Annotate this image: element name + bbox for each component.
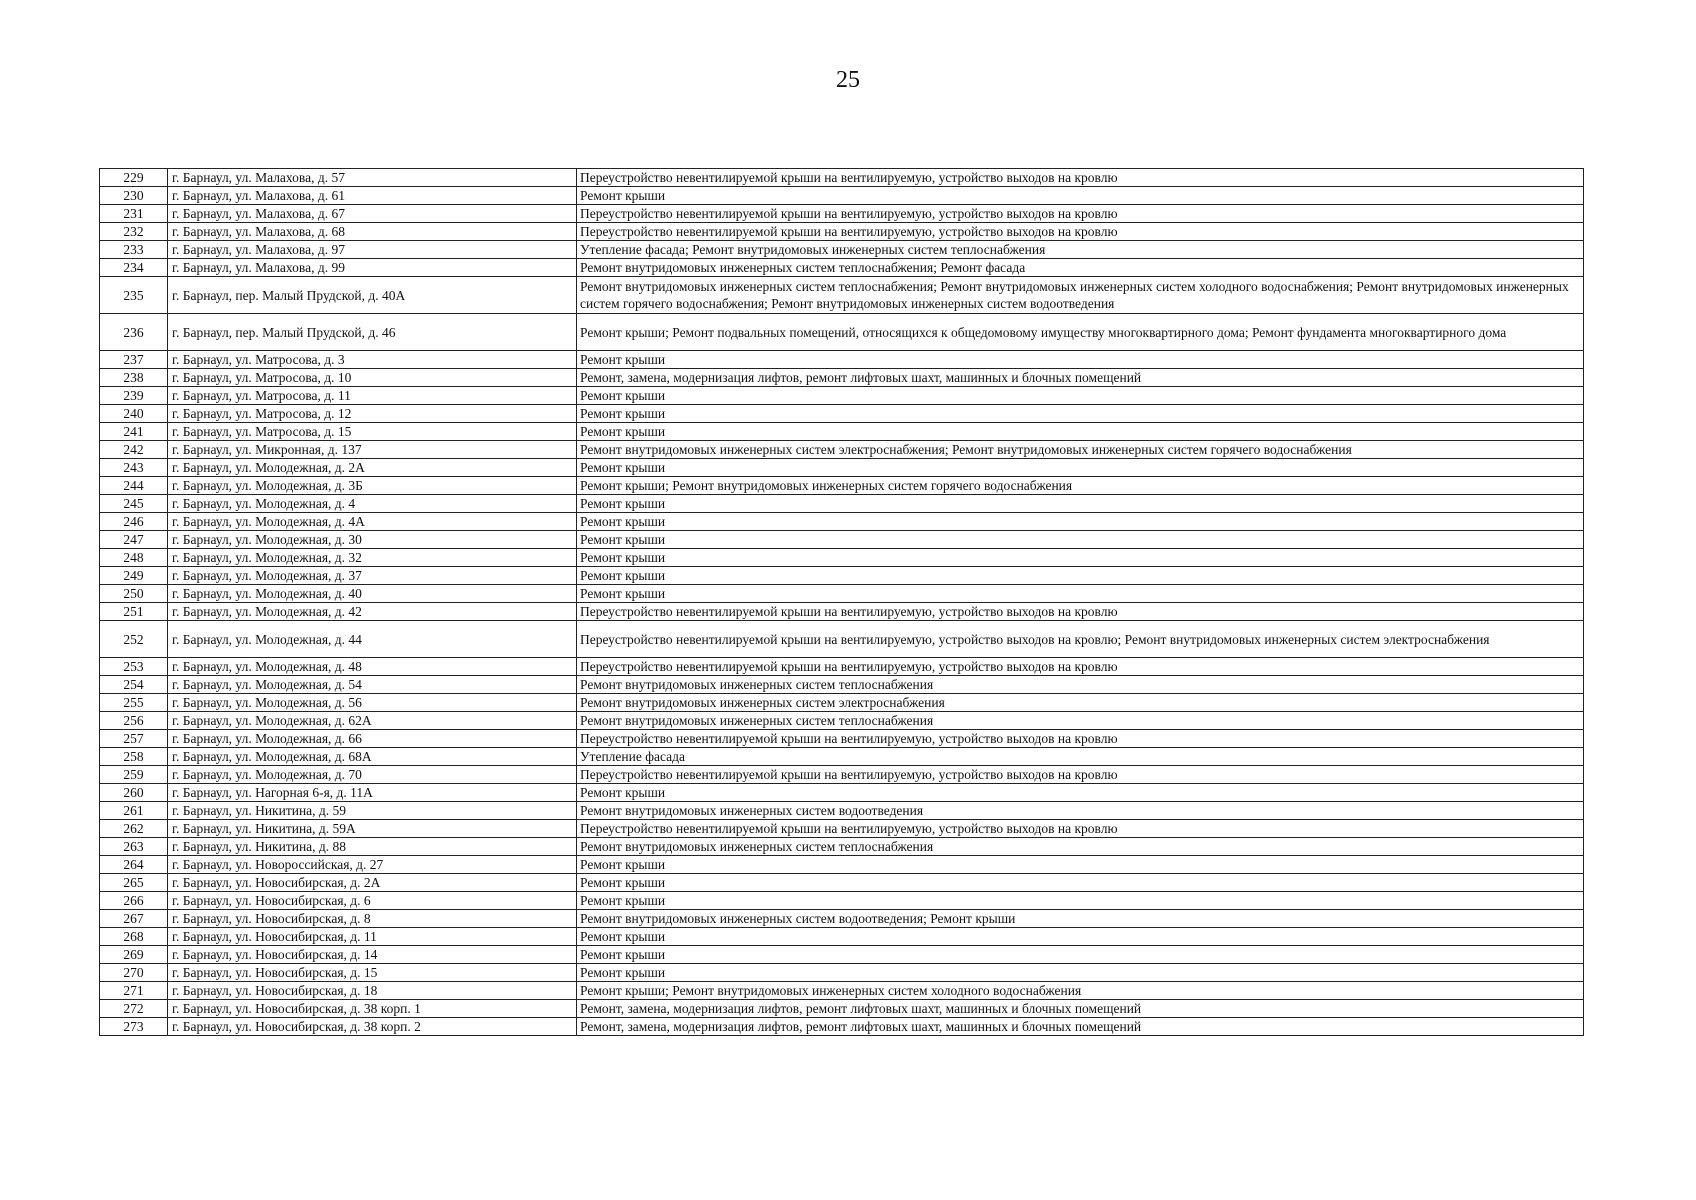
table-row (100, 928, 1584, 946)
row-address: г. Барнаул, ул. Новосибирская, д. 38 корп. 1 (168, 1000, 577, 1018)
row-number: 260 (100, 784, 168, 802)
table-row (100, 712, 1584, 730)
row-number: 240 (100, 405, 168, 423)
row-number: 236 (100, 314, 168, 351)
row-address: г. Барнаул, ул. Молодежная, д. 62А (168, 712, 577, 730)
row-number: 249 (100, 567, 168, 585)
row-address: г. Барнаул, ул. Малахова, д. 61 (168, 187, 577, 205)
row-address: г. Барнаул, ул. Молодежная, д. 54 (168, 676, 577, 694)
row-address: г. Барнаул, пер. Малый Прудской, д. 46 (168, 314, 577, 351)
row-works: Ремонт, замена, модернизация лифтов, ремонт лифтовых шахт, машинных и блочных помещений (577, 1000, 1584, 1018)
table-row (100, 277, 1584, 314)
row-number: 232 (100, 223, 168, 241)
row-works: Утепление фасада (577, 748, 1584, 766)
row-works: Ремонт крыши; Ремонт внутридомовых инженерных систем горячего водоснабжения (577, 477, 1584, 495)
row-works: Ремонт крыши (577, 351, 1584, 369)
row-address: г. Барнаул, пер. Малый Прудской, д. 40А (168, 277, 577, 314)
repair-program-table (99, 168, 1584, 1036)
row-number: 229 (100, 169, 168, 187)
row-number: 248 (100, 549, 168, 567)
row-number: 268 (100, 928, 168, 946)
row-works: Ремонт крыши (577, 187, 1584, 205)
row-address: г. Барнаул, ул. Матросова, д. 12 (168, 405, 577, 423)
row-address: г. Барнаул, ул. Новосибирская, д. 14 (168, 946, 577, 964)
row-works: Переустройство невентилируемой крыши на вентилируемую, устройство выходов на кровлю (577, 223, 1584, 241)
table-row (100, 205, 1584, 223)
row-number: 265 (100, 874, 168, 892)
row-number: 263 (100, 838, 168, 856)
row-address: г. Барнаул, ул. Никитина, д. 88 (168, 838, 577, 856)
row-address: г. Барнаул, ул. Молодежная, д. 56 (168, 694, 577, 712)
row-works: Ремонт крыши (577, 856, 1584, 874)
row-number: 250 (100, 585, 168, 603)
row-number: 256 (100, 712, 168, 730)
row-address: г. Барнаул, ул. Матросова, д. 15 (168, 423, 577, 441)
row-number: 272 (100, 1000, 168, 1018)
table-row (100, 241, 1584, 259)
row-number: 261 (100, 802, 168, 820)
row-works: Ремонт крыши (577, 567, 1584, 585)
row-works: Переустройство невентилируемой крыши на вентилируемую, устройство выходов на кровлю (577, 820, 1584, 838)
table-row (100, 658, 1584, 676)
row-address: г. Барнаул, ул. Малахова, д. 99 (168, 259, 577, 277)
row-address: г. Барнаул, ул. Матросова, д. 10 (168, 369, 577, 387)
row-number: 230 (100, 187, 168, 205)
row-address: г. Барнаул, ул. Молодежная, д. 2А (168, 459, 577, 477)
table-row (100, 802, 1584, 820)
row-number: 257 (100, 730, 168, 748)
row-works: Переустройство невентилируемой крыши на вентилируемую, устройство выходов на кровлю (577, 603, 1584, 621)
table-row (100, 676, 1584, 694)
row-number: 258 (100, 748, 168, 766)
table-row (100, 169, 1584, 187)
row-works: Ремонт внутридомовых инженерных систем электроснабжения; Ремонт внутридомовых инженерных систем горячего водоснабжения (577, 441, 1584, 459)
row-address: г. Барнаул, ул. Молодежная, д. 70 (168, 766, 577, 784)
row-address: г. Барнаул, ул. Молодежная, д. 37 (168, 567, 577, 585)
row-address: г. Барнаул, ул. Молодежная, д. 4А (168, 513, 577, 531)
row-number: 273 (100, 1018, 168, 1036)
row-works: Ремонт внутридомовых инженерных систем теплоснабжения (577, 838, 1584, 856)
table-row (100, 766, 1584, 784)
row-number: 245 (100, 495, 168, 513)
row-address: г. Барнаул, ул. Новосибирская, д. 15 (168, 964, 577, 982)
row-number: 254 (100, 676, 168, 694)
table-row (100, 459, 1584, 477)
row-works: Ремонт крыши (577, 892, 1584, 910)
page-number: 25 (836, 67, 860, 93)
row-address: г. Барнаул, ул. Новосибирская, д. 2А (168, 874, 577, 892)
row-address: г. Барнаул, ул. Новосибирская, д. 6 (168, 892, 577, 910)
row-number: 269 (100, 946, 168, 964)
row-address: г. Барнаул, ул. Новосибирская, д. 11 (168, 928, 577, 946)
row-number: 251 (100, 603, 168, 621)
row-address: г. Барнаул, ул. Новороссийская, д. 27 (168, 856, 577, 874)
row-address: г. Барнаул, ул. Новосибирская, д. 18 (168, 982, 577, 1000)
row-works: Переустройство невентилируемой крыши на вентилируемую, устройство выходов на кровлю (577, 658, 1584, 676)
row-number: 262 (100, 820, 168, 838)
row-address: г. Барнаул, ул. Малахова, д. 57 (168, 169, 577, 187)
table-row (100, 1018, 1584, 1036)
table-row (100, 513, 1584, 531)
row-address: г. Барнаул, ул. Молодежная, д. 44 (168, 621, 577, 658)
row-number: 270 (100, 964, 168, 982)
row-works: Переустройство невентилируемой крыши на вентилируемую, устройство выходов на кровлю; Ремонт внутридомовых инженерных систем электроснабжения (577, 621, 1584, 658)
table-row (100, 223, 1584, 241)
row-works: Переустройство невентилируемой крыши на вентилируемую, устройство выходов на кровлю (577, 766, 1584, 784)
table-row (100, 585, 1584, 603)
table-row (100, 820, 1584, 838)
table-row (100, 187, 1584, 205)
table-body (100, 169, 1584, 1036)
row-number: 237 (100, 351, 168, 369)
row-number: 239 (100, 387, 168, 405)
row-address: г. Барнаул, ул. Матросова, д. 11 (168, 387, 577, 405)
row-number: 247 (100, 531, 168, 549)
row-number: 243 (100, 459, 168, 477)
row-works: Ремонт, замена, модернизация лифтов, ремонт лифтовых шахт, машинных и блочных помещений (577, 1018, 1584, 1036)
table-row (100, 441, 1584, 459)
table-row (100, 369, 1584, 387)
table-row (100, 495, 1584, 513)
row-works: Ремонт крыши (577, 405, 1584, 423)
row-address: г. Барнаул, ул. Молодежная, д. 42 (168, 603, 577, 621)
table-row (100, 694, 1584, 712)
row-works: Переустройство невентилируемой крыши на вентилируемую, устройство выходов на кровлю (577, 169, 1584, 187)
table-row (100, 964, 1584, 982)
row-works: Ремонт внутридомовых инженерных систем теплоснабжения; Ремонт фасада (577, 259, 1584, 277)
row-address: г. Барнаул, ул. Нагорная 6-я, д. 11А (168, 784, 577, 802)
row-works: Ремонт крыши; Ремонт подвальных помещений, относящихся к общедомовому имуществу многоквартирного дома; Ремонт фундамента многоквартирного дома (577, 314, 1584, 351)
table-row (100, 351, 1584, 369)
row-address: г. Барнаул, ул. Молодежная, д. 40 (168, 585, 577, 603)
row-works: Ремонт крыши (577, 531, 1584, 549)
row-number: 271 (100, 982, 168, 1000)
row-number: 244 (100, 477, 168, 495)
row-number: 246 (100, 513, 168, 531)
row-works: Ремонт внутридомовых инженерных систем водоотведения; Ремонт крыши (577, 910, 1584, 928)
row-number: 235 (100, 277, 168, 314)
table-row (100, 982, 1584, 1000)
table-row (100, 874, 1584, 892)
row-works: Ремонт крыши (577, 585, 1584, 603)
row-works: Ремонт внутридомовых инженерных систем теплоснабжения (577, 676, 1584, 694)
row-works: Ремонт крыши (577, 784, 1584, 802)
row-number: 255 (100, 694, 168, 712)
row-address: г. Барнаул, ул. Малахова, д. 68 (168, 223, 577, 241)
row-number: 231 (100, 205, 168, 223)
row-number: 264 (100, 856, 168, 874)
row-works: Ремонт крыши (577, 549, 1584, 567)
table-row (100, 477, 1584, 495)
table-row (100, 748, 1584, 766)
table-row (100, 405, 1584, 423)
row-address: г. Барнаул, ул. Малахова, д. 97 (168, 241, 577, 259)
table-row (100, 423, 1584, 441)
row-number: 233 (100, 241, 168, 259)
row-works: Переустройство невентилируемой крыши на вентилируемую, устройство выходов на кровлю (577, 730, 1584, 748)
table-row (100, 259, 1584, 277)
row-number: 253 (100, 658, 168, 676)
row-works: Ремонт крыши; Ремонт внутридомовых инженерных систем холодного водоснабжения (577, 982, 1584, 1000)
row-address: г. Барнаул, ул. Молодежная, д. 32 (168, 549, 577, 567)
row-works: Ремонт крыши (577, 928, 1584, 946)
row-works: Переустройство невентилируемой крыши на вентилируемую, устройство выходов на кровлю (577, 205, 1584, 223)
row-address: г. Барнаул, ул. Новосибирская, д. 8 (168, 910, 577, 928)
table-row (100, 567, 1584, 585)
row-works: Ремонт крыши (577, 874, 1584, 892)
table-row (100, 621, 1584, 658)
row-works: Ремонт крыши (577, 964, 1584, 982)
table-row (100, 531, 1584, 549)
row-works: Ремонт крыши (577, 946, 1584, 964)
row-works: Ремонт крыши (577, 513, 1584, 531)
table-row (100, 946, 1584, 964)
row-works: Ремонт, замена, модернизация лифтов, ремонт лифтовых шахт, машинных и блочных помещений (577, 369, 1584, 387)
row-address: г. Барнаул, ул. Матросова, д. 3 (168, 351, 577, 369)
row-works: Утепление фасада; Ремонт внутридомовых инженерных систем теплоснабжения (577, 241, 1584, 259)
row-number: 267 (100, 910, 168, 928)
table-row (100, 603, 1584, 621)
row-works: Ремонт крыши (577, 387, 1584, 405)
row-address: г. Барнаул, ул. Молодежная, д. 3Б (168, 477, 577, 495)
row-works: Ремонт внутридомовых инженерных систем теплоснабжения (577, 712, 1584, 730)
row-address: г. Барнаул, ул. Микронная, д. 137 (168, 441, 577, 459)
row-address: г. Барнаул, ул. Никитина, д. 59А (168, 820, 577, 838)
row-address: г. Барнаул, ул. Молодежная, д. 4 (168, 495, 577, 513)
row-address: г. Барнаул, ул. Молодежная, д. 48 (168, 658, 577, 676)
table-row (100, 856, 1584, 874)
table-row (100, 910, 1584, 928)
row-address: г. Барнаул, ул. Молодежная, д. 30 (168, 531, 577, 549)
table-row (100, 784, 1584, 802)
row-address: г. Барнаул, ул. Никитина, д. 59 (168, 802, 577, 820)
table-row (100, 387, 1584, 405)
row-number: 234 (100, 259, 168, 277)
row-works: Ремонт внутридомовых инженерных систем электроснабжения (577, 694, 1584, 712)
table-row (100, 892, 1584, 910)
table-row (100, 314, 1584, 351)
row-number: 242 (100, 441, 168, 459)
table-row (100, 549, 1584, 567)
row-works: Ремонт внутридомовых инженерных систем теплоснабжения; Ремонт внутридомовых инженерных систем холодного водоснабжения; Ремонт внутридомовых инженерных систем горячего водоснабжения; Ремонт внутридомовых инженерных систем водоотведения (577, 277, 1584, 314)
row-address: г. Барнаул, ул. Молодежная, д. 66 (168, 730, 577, 748)
row-works: Ремонт внутридомовых инженерных систем водоотведения (577, 802, 1584, 820)
row-number: 241 (100, 423, 168, 441)
row-works: Ремонт крыши (577, 459, 1584, 477)
table-row (100, 1000, 1584, 1018)
row-address: г. Барнаул, ул. Новосибирская, д. 38 корп. 2 (168, 1018, 577, 1036)
row-number: 252 (100, 621, 168, 658)
table-row (100, 730, 1584, 748)
row-number: 259 (100, 766, 168, 784)
row-works: Ремонт крыши (577, 495, 1584, 513)
table-row (100, 838, 1584, 856)
row-address: г. Барнаул, ул. Молодежная, д. 68А (168, 748, 577, 766)
row-address: г. Барнаул, ул. Малахова, д. 67 (168, 205, 577, 223)
row-works: Ремонт крыши (577, 423, 1584, 441)
row-number: 266 (100, 892, 168, 910)
row-number: 238 (100, 369, 168, 387)
